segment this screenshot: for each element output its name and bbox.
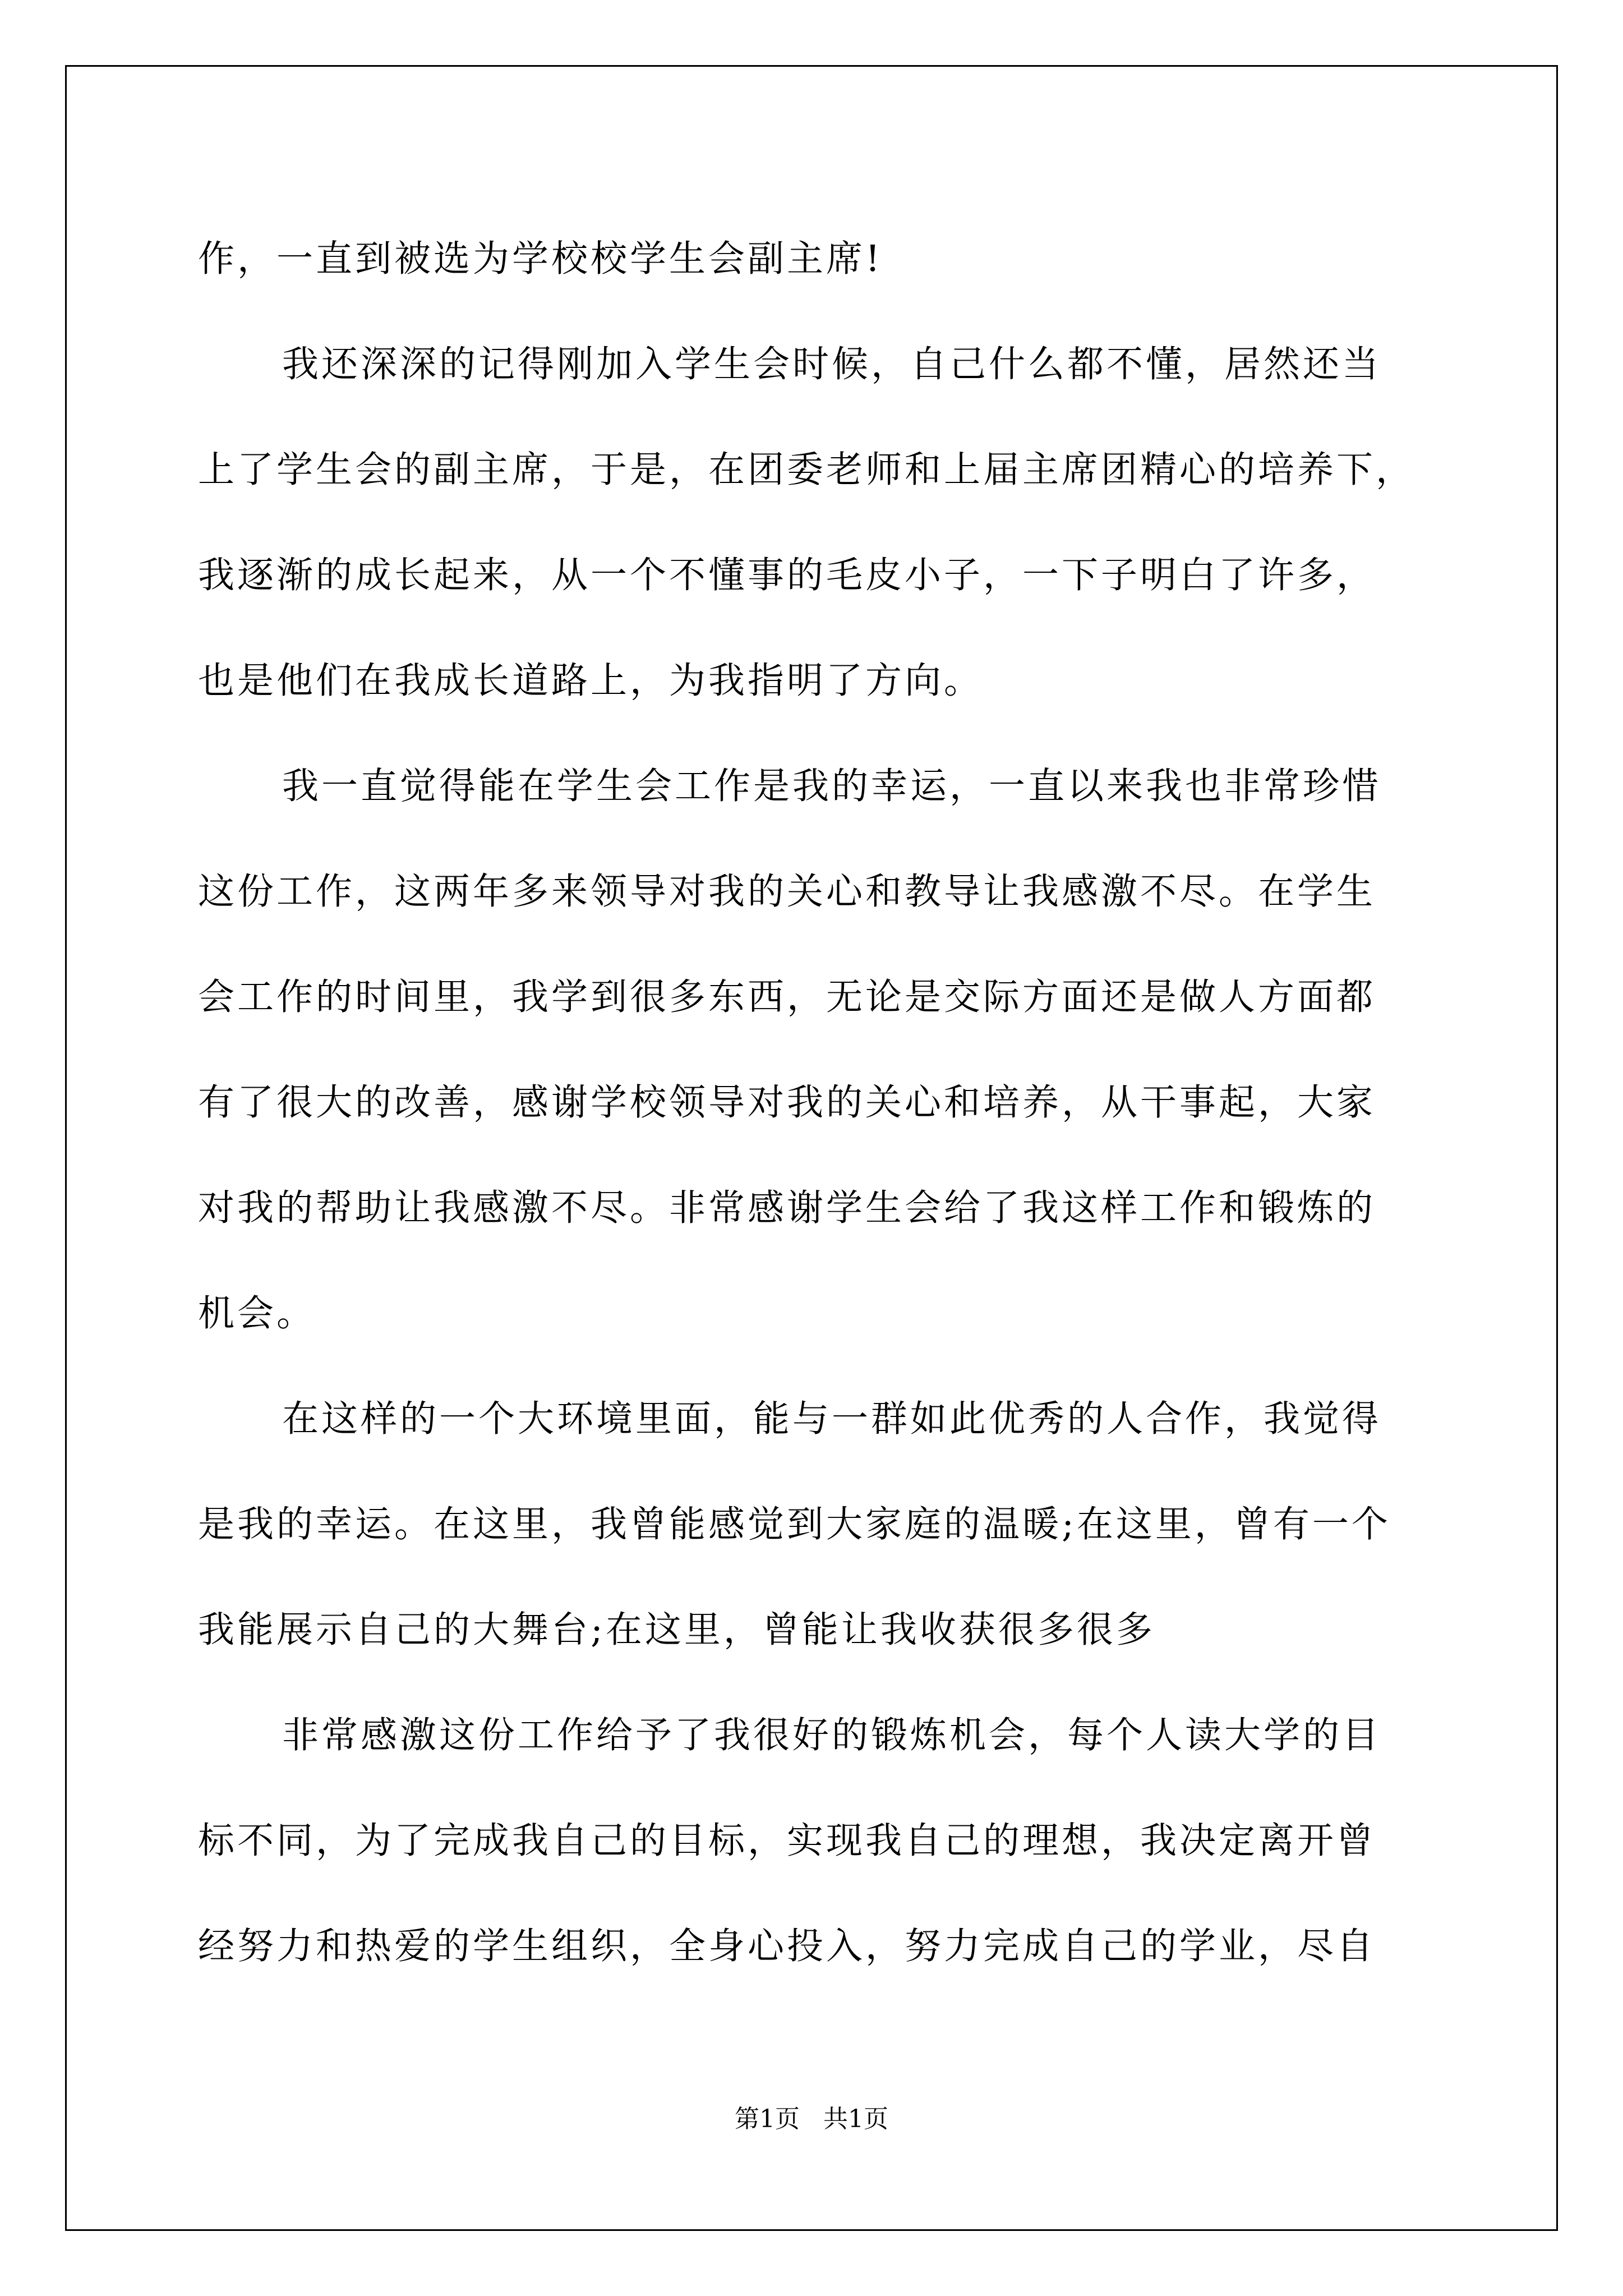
text-line: 经努力和热爱的学生组织，全身心投入，努力完成自己的学业，尽自 (198, 1925, 1376, 1967)
text-line: 我能展示自己的大舞台;在这里，曾能让我收获很多很多 (198, 1609, 1155, 1651)
text-line: 会工作的时间里，我学到很多东西，无论是交际方面还是做人方面都 (198, 976, 1376, 1018)
text-line: 上了学生会的副主席，于是，在团委老师和上届主席团精心的培养下， (198, 449, 1415, 491)
text-line: 这份工作，这两年多来领导对我的关心和教导让我感激不尽。在学生 (198, 871, 1376, 913)
text-line: 作，一直到被选为学校校学生会副主席! (198, 238, 883, 280)
page-number-footer: 第1页 共1页 (735, 2105, 888, 2133)
document-body (198, 206, 1426, 1999)
text-line: 非常感激这份工作给予了我很好的锻炼机会，每个人读大学的目 (282, 1714, 1382, 1756)
text-line: 我逐渐的成长起来，从一个不懂事的毛皮小子，一下子明白了许多， (198, 554, 1376, 596)
text-line: 在这样的一个大环境里面，能与一群如此优秀的人合作，我觉得 (282, 1398, 1382, 1440)
text-line: 标不同，为了完成我自己的目标，实现我自己的理想，我决定离开曾 (198, 1820, 1376, 1862)
text-line: 我还深深的记得刚加入学生会时候，自己什么都不懂，居然还当 (282, 343, 1382, 385)
text-line: 是我的幸运。在这里，我曾能感觉到大家庭的温暖;在这里，曾有一个 (198, 1503, 1391, 1545)
text-line: 有了很大的改善，感谢学校领导对我的关心和培养，从干事起，大家 (198, 1082, 1376, 1124)
text-line: 对我的帮助让我感激不尽。非常感谢学生会给了我这样工作和锻炼的 (198, 1187, 1376, 1229)
text-line: 机会。 (198, 1292, 316, 1335)
text-line: 我一直觉得能在学生会工作是我的幸运，一直以来我也非常珍惜 (282, 765, 1382, 807)
text-line: 也是他们在我成长道路上，为我指明了方向。 (198, 660, 984, 702)
